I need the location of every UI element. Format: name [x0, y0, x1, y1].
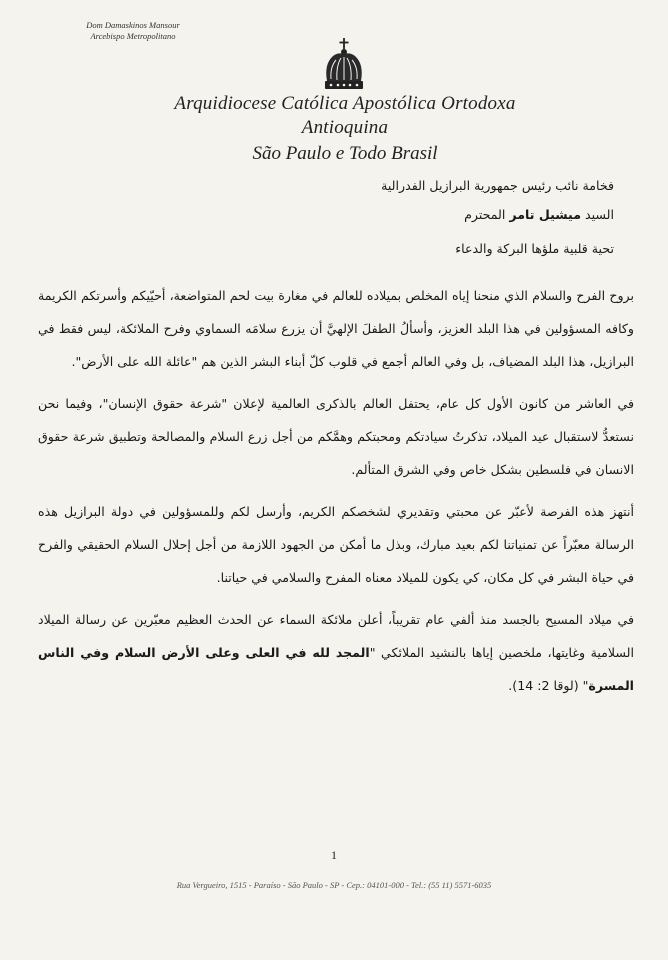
letter-body [38, 176, 634, 702]
scripture-reference: " (لوقا 2: 14). [508, 678, 589, 693]
addressee-suffix: المحترم [464, 207, 506, 222]
paragraph-4-text: في ميلاد المسيح بالجسد منذ ألفي عام تقريباً، أعلن ملائكة السماء عن الحدث العظيم معبّرين عن رسالة الميلاد السلامية وغايتها، ملخصين إياها بالنشيد الملائكي " [38, 612, 634, 660]
page-number: 1 [331, 848, 337, 862]
organization-name: Arquidiocese Católica Apostólica Ortodoxa Antioquina [174, 93, 516, 138]
organization-heading [150, 92, 540, 166]
footer-address: Rua Vergueiro, 1515 - Paraíso - São Paulo - SP - Cep.: 04101-000 - Tel.: (55 11) 5571-6035 [176, 880, 492, 890]
addressee-line [38, 205, 634, 225]
crown-crest-icon [321, 38, 367, 94]
addressee-prefix: السيد [585, 207, 614, 222]
addressee-name: ميشيل تامر [509, 207, 581, 222]
angelic-hymn-quote: المجد لله في العلى وعلى الأرض السلام وفي الناس المسرة [38, 645, 634, 693]
sender-block [58, 20, 208, 42]
addressee-title: فخامة نائب رئيس جمهورية البرازيل الفدرالية [381, 178, 614, 193]
organization-location: São Paulo e Todo Brasil [252, 143, 438, 164]
paragraph-1: بروح الفرح والسلام الذي منحنا إياه المخلص بميلاده للعالم في مغارة بيت لحم المتواضعة، أحيّيكم وأسرتكم الكريمة وكافه المسؤولين في هذا البلد العزيز، وأسألُ الطفلَ الإلهيَّ أن يزرع سلامَه السماوي وفرح الملائكة، ليس فقط في البرازيل، هذا البلد المضياف، بل وفي العالم أجمع في قلوب كلّ أبناء البشر الذين هم "عائلة الله على الأرض". [38, 288, 634, 369]
paragraph-3: أنتهز هذه الفرصة لأعبّر عن محبتي وتقديري لشخصكم الكريم، وأرسل لكم وللمسؤولين في دولة البرازيل هذه الرسالة معبّراً عن تمنياتنا لكم بعيد مبارك، وبذل ما أمكن من الجهود اللازمة من أجل إحلال السلام الحقيقي والفرح في حياة البشر في كل مكان، كي يكون للميلاد معناه المفرح والسلامي في حياتنا. [38, 504, 634, 585]
paragraph-2: في العاشر من كانون الأول كل عام، يحتفل العالم بالذكرى العالمية لإعلان "شرعة حقوق الإنسان"، وفيما نحن نستعدُّ لاستقبال عيد الميلاد، تذكرتُ سيادتكم ومحبتكم وهمَّكم من أجل زرع السلام والمصالحة وتطبيق شرعة حقوق الانسان في فلسطين بشكل خاص وفي الشرق المتألم. [38, 396, 634, 477]
paragraph-4 [38, 603, 634, 702]
greeting: تحية قلبية ملؤها البركة والدعاء [455, 241, 614, 256]
sender-title: Arcebispo Metropolitano [90, 31, 176, 41]
sender-name: Dom Damaskinos Mansour [86, 20, 180, 30]
